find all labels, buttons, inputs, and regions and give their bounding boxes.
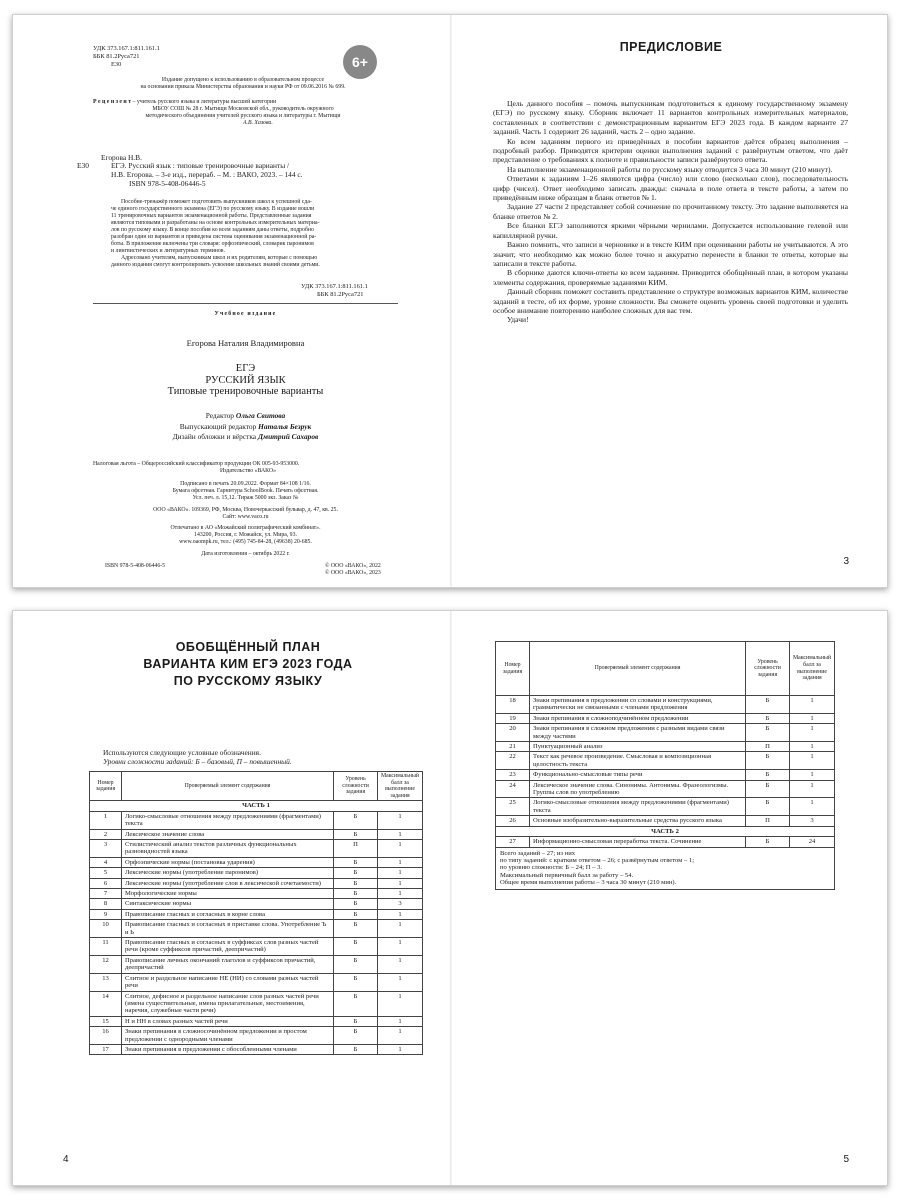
manufacture-date: Дата изготовления – октябрь 2022 г. (201, 551, 290, 557)
table-cell: Б (334, 973, 378, 991)
table-cell: Знаки препинания в предложении с обособленными членами (122, 1044, 334, 1054)
table-cell: 9 (90, 909, 122, 919)
column-header: Проверяемый элемент содержания (530, 642, 746, 696)
udk-repeat: УДК 373.167.1:811.161.1 (301, 283, 368, 290)
totals-row: Всего заданий – 27; из них по типу заданий: с кратким ответом – 26; с развёрнутым ответом – 1; по уровню сложности: Б – 24; П – 3. Максимальный первичный балл за работу – 54. Общее время выполнения работы – 3 часа 30 минут (210 мин). (496, 847, 835, 889)
tax-info: Налоговая льгота – Общероссийский классификатор продукции ОК 005-93-953000. Издательство «ВАКО» (93, 461, 300, 474)
annotation: Пособие-тренажёр поможет подготовить выпускников школ к успешной сда- че единого государственного экзамена (ЕГЭ) по русскому языку. В издание вошли 11 тренировочных вариантов экзаменационной работы. Представленные задания являются типовыми и разработаны на основе контрольных измерительных материа- лов по русскому языку. В конце пособия ко всем заданиям даны ответы, подробно разобран один из вариантов и приведена система оценивания экзаменационной ра- боты. В приложение включены три словаря: орфоэпический, словарик паронимов и лингвистических и литературных терминов. Адресовано учителям, выпускникам школ и их родителям, которые с помощью данного издания смогут контролировать усвоение школьных знаний своими детьми. (111, 199, 320, 268)
table-cell: Б (334, 909, 378, 919)
column-header: Уровень сложности задания (746, 642, 790, 696)
column-header: Проверяемый элемент содержания (122, 772, 334, 801)
table-cell: 16 (90, 1027, 122, 1045)
table-row (90, 857, 423, 867)
table-cell: 23 (496, 770, 530, 780)
table-row (90, 899, 423, 909)
approval-note: Издание допущено к использованию в образовательном процессе на основании приказа Министерства образования и науки РФ от 09.06.2016 № 699. (140, 77, 346, 90)
table-cell: Б (746, 724, 790, 742)
table-cell: 22 (496, 752, 530, 770)
table-row (496, 780, 835, 798)
table-cell: Б (334, 920, 378, 938)
credits: Редактор Ольга Свитова Выпускающий редактор Наталья Безрук Дизайн обложки и вёрстка Дмитрий Сахаров (172, 411, 319, 441)
table-cell: 1 (790, 798, 835, 816)
table-cell: 5 (90, 868, 122, 878)
table-cell: 25 (496, 798, 530, 816)
table-cell: 3 (90, 840, 122, 858)
table-cell: 12 (90, 955, 122, 973)
table-cell: Б (334, 811, 378, 829)
table-cell: 1 (378, 920, 423, 938)
preface-paragraph: Задание 27 части 2 представляет собой сочинение по прочитанному тексту. Это задание выполняется на бланке ответов № 2. (493, 202, 848, 221)
imprint-page (13, 15, 451, 587)
table-cell: 1 (378, 1016, 423, 1026)
page-number: 4 (63, 1154, 69, 1165)
table-cell: Знаки препинания в сложном предложении с разными видами связи между частями (530, 724, 746, 742)
plan-title: ОБОБЩЁННЫЙ ПЛАН ВАРИАНТА КИМ ЕГЭ 2023 ГОДА ПО РУССКОМУ ЯЗЫКУ (143, 640, 353, 688)
divider (93, 303, 398, 304)
table-cell: П (746, 816, 790, 826)
publisher-address: ООО «ВАКО». 109369, РФ, Москва, Новочеркасский бульвар, д. 47, кв. 25. Сайт: www.vaco.ru (153, 507, 338, 520)
column-header: Максимальный балл за выполнение задания (378, 772, 423, 801)
table-cell: П (334, 840, 378, 858)
table-row (90, 889, 423, 899)
table-cell: Знаки препинания в сложноподчинённом предложении (530, 713, 746, 723)
table-cell: 7 (90, 889, 122, 899)
table-cell: Б (746, 713, 790, 723)
table-cell: Б (334, 829, 378, 839)
table-row (90, 1016, 423, 1026)
table-cell: Б (334, 938, 378, 956)
table-cell: Б (334, 1027, 378, 1045)
part-row: ЧАСТЬ 1 (90, 801, 423, 811)
table-cell: 1 (790, 724, 835, 742)
table-cell: 1 (790, 780, 835, 798)
preface-text (493, 99, 848, 325)
author-full-name: Егорова Наталия Владимировна (186, 338, 305, 348)
table-row (496, 724, 835, 742)
udk-code: УДК 373.167.1:811.161.1 (93, 45, 160, 52)
table-cell: Б (334, 878, 378, 888)
table-row (90, 878, 423, 888)
legend: Используются следующие условные обозначения. Уровни сложности заданий: Б – базовый, П – повышенный. (103, 748, 292, 766)
table-cell: 26 (496, 816, 530, 826)
table-row (90, 938, 423, 956)
table-cell: 1 (378, 829, 423, 839)
table-row (90, 840, 423, 858)
table-cell: 21 (496, 742, 530, 752)
age-rating-badge: 6+ (343, 45, 377, 79)
column-header: Максимальный балл за выполнение задания (790, 642, 835, 696)
top-spread (12, 14, 888, 588)
preface-paragraph: Все бланки ЕГЭ заполняются яркими чёрными чернилами. Допускается использование гелевой или капиллярной ручки. (493, 221, 848, 240)
table-row (90, 920, 423, 938)
preface-paragraph: Данный сборник поможет составить представление о структуре возможных вариантов КИМ, количестве заданий в тесте, об их форме, уровне сложности. Вы сможете оценить уровень своей подготовки и уделить особое внимание повторению наиболее сложных для вас тем. (493, 287, 848, 315)
table-cell: 2 (90, 829, 122, 839)
table-cell: Логико-смысловые отношения между предложениями (фрагментами) текста (122, 811, 334, 829)
table-cell: Б (746, 798, 790, 816)
table-cell: Правописание личных окончаний глаголов и суффиксов причастий, деепричастий (122, 955, 334, 973)
table-cell: Основные изобразительно-выразительные средства русского языка (530, 816, 746, 826)
table-row (496, 696, 835, 714)
table-cell: 17 (90, 1044, 122, 1054)
table-cell: 1 (790, 696, 835, 714)
preface-paragraph: Удачи! (507, 315, 529, 325)
table-cell: П (746, 742, 790, 752)
table-cell: Лексические нормы (употребление паронимов) (122, 868, 334, 878)
plan-page-left (13, 611, 451, 1185)
table-cell: 1 (790, 742, 835, 752)
table-cell: 19 (496, 713, 530, 723)
column-header: Номер задания (90, 772, 122, 801)
table-cell: Лексические нормы (употребление слов в лексической сочетаемости) (122, 878, 334, 888)
table-cell: 3 (790, 816, 835, 826)
page-number: 5 (843, 1154, 849, 1165)
bottom-spread (12, 610, 888, 1186)
book-title: ЕГЭ РУССКИЙ ЯЗЫК Типовые тренировочные варианты (167, 363, 324, 397)
preface-paragraph: Важно помнить, что записи в черновике и в тексте КИМ при оценивании работы не учитываются. А это значит, что необходимо как можно более точно и аккуратно перенести в бланки те ответы, которые вы записали в тексте работы. (493, 240, 848, 268)
table-cell: 1 (378, 889, 423, 899)
table-cell: 1 (790, 752, 835, 770)
table-cell: 8 (90, 899, 122, 909)
table-cell: Лексическое значение слова (122, 829, 334, 839)
part-row: ЧАСТЬ 2 (496, 826, 835, 836)
bbk-code: ББК 81.2Руса721 (93, 53, 140, 60)
table-cell: 18 (496, 696, 530, 714)
table-cell: 1 (378, 878, 423, 888)
table-row (90, 973, 423, 991)
table-cell: 1 (378, 1044, 423, 1054)
page-number: 3 (843, 556, 849, 567)
preface-paragraph: Цель данного пособия – помочь выпускникам подготовиться к единому государственному экзамену (ЕГЭ) по русскому языку. Сборник включает 11 вариантов контрольных измерительных материалов, составленных в соответствии с демонстрационным вариантом ЕГЭ 2023 года. В каждом варианте 27 заданий. Часть 1 содержит 26 заданий, часть 2 – одно задание. (493, 99, 848, 137)
table-cell: Стилистический анализ текстов различных функциональных разновидностей языка (122, 840, 334, 858)
table-cell: Б (746, 696, 790, 714)
reviewer-note: Р е ц е н з е н т – учитель русского языка и литературы высшей категории МБОУ СОШ № 28 г. Мытищи Московской обл., руководитель окружного методического объединения учителей русского языка и литературы г. Мытищи А.В. Хазова. (93, 99, 341, 126)
preface-title: ПРЕДИСЛОВИЕ (619, 40, 723, 54)
table-cell: 15 (90, 1016, 122, 1026)
printing-house: Отпечатано в АО «Можайский полиграфический комбинат». 143200, Россия, г. Можайск, ул. Мира, 93. www.oaompk.ru, тел.: (495) 745-84-28, (49638) 20-685. (170, 525, 321, 545)
isbn-footer: ISBN 978-5-408-06446-5 (105, 563, 166, 569)
table-cell: Орфоэпические нормы (постановка ударения) (122, 857, 334, 867)
table-cell: Знаки препинания в предложении со словами и конструкциями, грамматически не связанными с членами предложения (530, 696, 746, 714)
table-cell: Пунктуационный анализ (530, 742, 746, 752)
table-cell: 14 (90, 991, 122, 1016)
table-cell: Б (334, 868, 378, 878)
table-cell: Б (334, 1016, 378, 1026)
table-cell: 1 (378, 857, 423, 867)
table-cell: 20 (496, 724, 530, 742)
table-cell: 24 (496, 780, 530, 798)
plan-table-part2 (495, 641, 835, 890)
bbk-repeat: ББК 81.2Руса721 (317, 291, 364, 298)
plan-table (89, 771, 423, 1055)
table-row (496, 798, 835, 816)
table-cell: Знаки препинания в сложносочинённом предложении и простом предложении с однородными членами (122, 1027, 334, 1045)
table-cell: Морфологические нормы (122, 889, 334, 899)
table-cell: 13 (90, 973, 122, 991)
edition-type: Учебное издание (214, 311, 277, 317)
table-cell: Н и НН в словах разных частей речи (122, 1016, 334, 1026)
table-cell: Б (334, 1044, 378, 1054)
copyright: © ООО «ВАКО», 2022 © ООО «ВАКО», 2023 (325, 563, 381, 576)
table-cell: 1 (378, 973, 423, 991)
table-row (90, 829, 423, 839)
table-cell: 1 (90, 811, 122, 829)
table-row (90, 811, 423, 829)
table-cell: Б (334, 899, 378, 909)
table-cell: 1 (378, 868, 423, 878)
table-cell: Б (334, 955, 378, 973)
table-cell: 4 (90, 857, 122, 867)
table-cell: Б (334, 991, 378, 1016)
table-cell: 1 (378, 840, 423, 858)
table-cell: Правописание гласных и согласных в корне слова (122, 909, 334, 919)
preface-paragraph: Ко всем заданиям первого из приведённых в пособии вариантов даётся образец выполнения – подробный разбор. Приводятся критерии оценки выполнения заданий с развёрнутым ответом, что даёт представление о требованиях к полноте и правильности записи развёрнутого ответа. (493, 136, 848, 165)
preface-paragraph: В сборнике даются ключи-ответы ко всем заданиям. Приводится обобщённый план, в котором указаны элементы содержания, проверяемые заданиями КИМ. (493, 268, 848, 287)
table-row (90, 1044, 423, 1054)
table-cell: Б (334, 857, 378, 867)
table-cell: Правописание гласных и согласных в приставке слова. Употребление Ъ и Ь (122, 920, 334, 938)
e30-side-code: Е30 (77, 161, 89, 170)
author-short: Егорова Н.В. (101, 153, 142, 162)
table-cell: Синтаксические нормы (122, 899, 334, 909)
table-cell: Б (746, 780, 790, 798)
table-cell: Текст как речевое произведение. Смысловая и композиционная целостность текста (530, 752, 746, 770)
bibliographic-record: ЕГЭ. Русский язык : типовые тренировочные варианты / Н.В. Егорова. – 3-е изд., перераб. – М. : ВАКО, 2023. – 144 с. ISBN 978-5-408-06446-5 (111, 161, 303, 188)
table-cell: 1 (378, 955, 423, 973)
table-header-row (90, 772, 423, 801)
table-header-row (496, 642, 835, 696)
preface-page (451, 15, 889, 587)
table-cell: Слитное, дефисное и раздельное написание слов разных частей речи (имена существительные, имена прилагательные, местоимения, наречия, служебные части речи) (122, 991, 334, 1016)
table-cell: Правописание гласных и согласных в суффиксах слов разных частей речи (кроме суффиксов причастий, деепричастий) (122, 938, 334, 956)
table-cell: Функционально-смысловые типы речи (530, 770, 746, 780)
table-cell: 1 (790, 713, 835, 723)
table-cell: 3 (378, 899, 423, 909)
table-row (90, 909, 423, 919)
table-row (496, 770, 835, 780)
table-cell: 1 (790, 770, 835, 780)
table-cell: 1 (378, 1027, 423, 1045)
table-cell: 1 (378, 811, 423, 829)
column-header: Номер задания (496, 642, 530, 696)
table-cell: 1 (378, 938, 423, 956)
column-header: Уровень сложности задания (334, 772, 378, 801)
table-row (496, 742, 835, 752)
table-cell: 10 (90, 920, 122, 938)
table-cell: Б (334, 889, 378, 899)
table-row (496, 752, 835, 770)
table-row (90, 1027, 423, 1045)
table-row (90, 991, 423, 1016)
table-row: 27 Информационно-смысловая переработка текста. Сочинение Б 24 (496, 837, 835, 847)
preface-paragraph: На выполнение экзаменационной работы по русскому языку отводится 3 часа 30 минут (210 минут). (507, 164, 833, 174)
preface-paragraph: Ответами к заданиям 1–26 являются цифра (число) или слово (несколько слов), последовательность цифр (чисел). Ответ необходимо записать дважды: сначала в поле ответа в тексте работы, а затем по приведённым ниже образцам в бланк ответов № 1. (493, 174, 848, 203)
table-cell: Лексическое значение слова. Синонимы. Антонимы. Фразеологизмы. Группы слов по употреблению (530, 780, 746, 798)
table-cell: Логико-смысловые отношения между предложениями (фрагментами) текста (530, 798, 746, 816)
plan-table (495, 641, 835, 890)
table-cell: 6 (90, 878, 122, 888)
plan-table-part1 (89, 771, 423, 1055)
print-info: Подписано в печать 20.09.2022. Формат 84×108 1/16. Бумага офсетная. Гарнитура SchoolBook. Печать офсетная. Усл. печ. л. 15,12. Тираж 5000 экз. Заказ № (172, 481, 319, 501)
table-row (90, 955, 423, 973)
table-cell: 11 (90, 938, 122, 956)
table-cell: 1 (378, 909, 423, 919)
table-cell: Слитное и раздельное написание НЕ (НИ) со словами разных частей речи (122, 973, 334, 991)
table-cell: Б (746, 752, 790, 770)
plan-page-right (451, 611, 889, 1185)
table-cell: 1 (378, 991, 423, 1016)
table-row (496, 816, 835, 826)
e30-code: Е30 (111, 61, 122, 68)
table-cell: Б (746, 770, 790, 780)
table-row (496, 713, 835, 723)
table-row (90, 868, 423, 878)
